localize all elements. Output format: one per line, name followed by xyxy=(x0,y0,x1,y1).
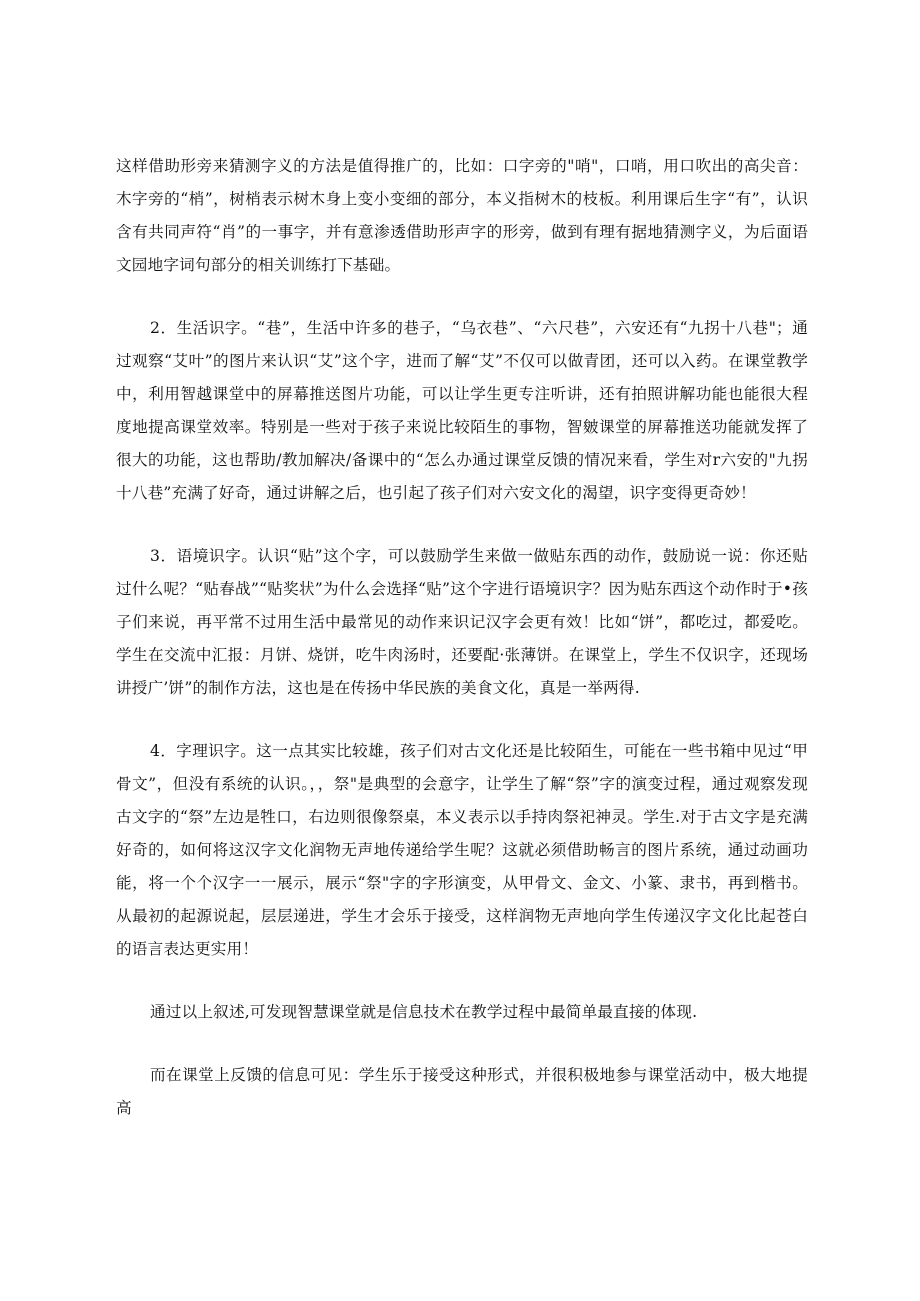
document-body xyxy=(116,150,808,1125)
paragraph-spacer xyxy=(116,1029,808,1059)
paragraph-spacer xyxy=(116,966,808,996)
paragraph-word-radicals: 这样借助形旁来猜测字义的方法是值得推广的，比如：口字旁的"哨"，口哨，用口吹出的高尖音：木字旁的“梢”，树梢表示树木身上变小变细的部分，本义指树木的枝板。利用课后生字“有”，认识含有共同声符“肖”的一事字，并有意渗透借助形声字的形旁，做到有理有据地猜测字义，为后面语文园地字词句部分的相关训练打下基础。 xyxy=(116,157,808,274)
paragraph-life-literacy: 2．生活识字。“巷”，生活中许多的巷子，“乌衣巷”、“六尺巷”，六安还有“九拐十八巷"；通过观察“艾叶”的图片来认识“艾”这个字，进而了解“艾”不仅可以做青团，还可以入药。在课堂教学中，利用智越课堂中的屏幕推送图片功能，可以让学生更专注听讲，还有拍照讲解功能也能很大程度地提高课堂效率。特别是一些对于孩子来说比较陌生的事物，智皴课堂的屏幕推送功能就发挥了很大的功能，这也帮助/教加解决/备课中的“怎么办通过课堂反馈的情况来看，学生对r六安的"九拐十八巷”充满了好奇，通过讲解之后，也引起了孩子们对六安文化的渴望，识字变得更奇妙！ xyxy=(116,319,808,502)
paragraph-spacer xyxy=(116,510,808,540)
paragraph-context-literacy: 3．语境识字。认识“贴”这个字，可以鼓励学生来做一做贴东西的动作，鼓励说一说：你还贴过什么呢？“贴春战”“贴奖状”为什么会选择“贴”这个字进行语境识字？因为贴东西这个动作时于•孩子们来说，再平常不过用生活中最常见的动作来识记汉字会更有效！比如“饼”，都吃过，都爱吃。学生在交流中汇报：月饼、烧饼，吃牛肉汤时，还要配·张薄饼。在课堂上，学生不仅识字，还现场讲授广’饼”的制作方法，这也是在传扬中华民族的美食文化，真是一举两得. xyxy=(116,547,808,697)
paragraph-summary: 通过以上叙述,可发现智慧课堂就是信息技术在教学过程中最简单最直接的体现. xyxy=(150,1003,698,1021)
paragraph-character-logic-literacy: 4．字理识字。这一点其实比较雄，孩子们对古文化还是比较陌生，可能在一些书箱中见过“甲骨文”，但没有系统的认识。，，祭"是典型的会意字，让学生了解“祭”字的演变过程，通过观察发现古文字的“祭”左边是牲口，右边则很像祭桌，本义表示以手持肉祭祀神灵。学生.对于古文字是充满好奇的，如何将这汉字文化润物无声地传递给学生呢？这就必须借助畅言的图片系统，通过动画功能，将一个个汉字一一展示，展示“祭"字的字形演变，从甲骨文、金文、小篆、隶书，再到楷书。从最初的起源说起，层层递进，学生才会乐于接受，这样润物无声地向学生传递汉字文化比起苍白的语言表达更实用！ xyxy=(116,742,808,958)
paragraph-spacer xyxy=(116,282,808,312)
paragraph-feedback: 而在课堂上反馈的信息可见：学生乐于接受这种形式，并很积极地参与课堂活动中，极大地提高 xyxy=(116,1066,808,1117)
paragraph-spacer xyxy=(116,705,808,735)
